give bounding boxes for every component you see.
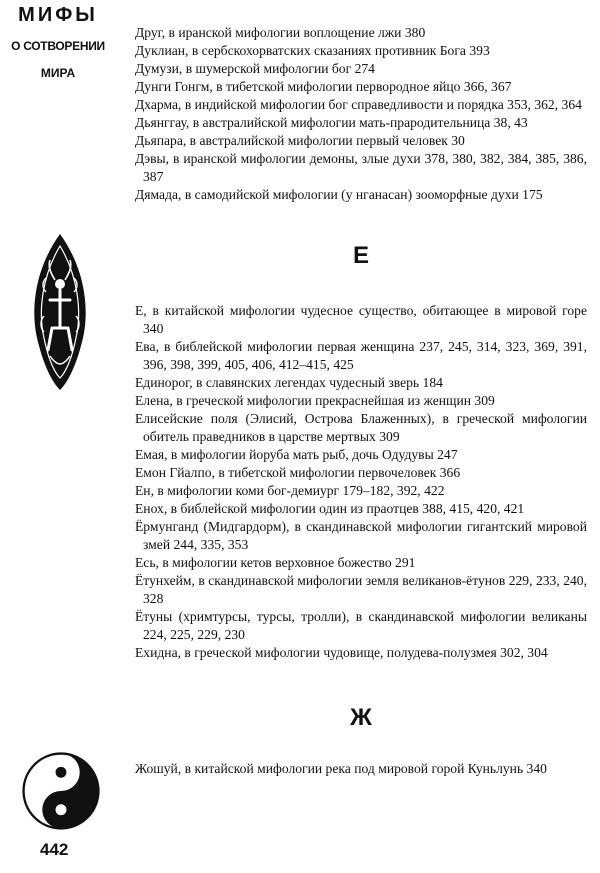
index-entry: Ётунхейм, в скандинавской мифологии земля великанов-ётунов 229, 233, 240, 328 xyxy=(135,573,587,606)
index-section-e xyxy=(135,302,587,662)
index-section-zh xyxy=(135,760,587,778)
section-heading-zh: Ж xyxy=(350,704,372,731)
index-entry: Дямада, в самодийской мифологии (у нганасан) зооморфные духи 175 xyxy=(135,187,543,202)
section-heading-e: Е xyxy=(352,242,369,269)
index-entry: Емая, в мифологии йоруба мать рыб, дочь Одудувы 247 xyxy=(135,447,458,462)
index-entry: Емон Гйалпо, в тибетской мифологии первочеловек 366 xyxy=(135,465,461,480)
index-entry: Единорог, в славянских легендах чудесный зверь 184 xyxy=(135,375,443,390)
index-entry: Дэвы, в иранской мифологии демоны, злые духи 378, 380, 382, 384, 385, 386, 387 xyxy=(135,151,587,184)
index-entry: Ен, в мифологии коми бог-демиург 179–182, 392, 422 xyxy=(135,483,445,498)
page-number: 442 xyxy=(40,840,69,859)
book-title-line-2: О СОТВОРЕНИИ xyxy=(11,39,105,53)
index-entry: Ёрмунганд (Мидгардорм), в скандинавской мифологии гигантский мировой змей 244, 335, 353 xyxy=(135,519,587,552)
index-entry: Елисейские поля (Элисий, Острова Блаженных), в греческой мифологии обитель праведников в царстве мертвых 309 xyxy=(135,411,587,444)
index-entry: Дьяпара, в австралийской мифологии первый человек 30 xyxy=(135,133,465,148)
sidebar xyxy=(0,0,122,873)
index-entry: Е, в китайской мифологии чудесное существо, обитающее в мировой горе 340 xyxy=(135,303,587,336)
book-title-line-1: МИФЫ xyxy=(18,4,98,26)
index-entry: Друг, в иранской мифологии воплощение лжи 380 xyxy=(135,25,426,40)
mythic-figure-ornament-icon xyxy=(28,232,92,392)
index-entry: Ехидна, в греческой мифологии чудовище, полудева-полузмея 302, 304 xyxy=(135,645,548,660)
index-entry: Жошуй, в китайской мифологии река под мировой горой Куньлунь 340 xyxy=(135,761,547,776)
index-entry: Дунги Гонгм, в тибетской мифологии первородное яйцо 366, 367 xyxy=(135,79,512,94)
index-entry: Енох, в библейской мифологии один из праотцев 388, 415, 420, 421 xyxy=(135,501,525,516)
index-entry: Дуклиан, в сербскохорватских сказаниях противник Бога 393 xyxy=(135,43,490,58)
index-entry: Ева, в библейской мифологии первая женщина 237, 245, 314, 323, 369, 391, 396, 398, 399, 405, 406, 412–415, 425 xyxy=(135,339,587,372)
index-entry: Есь, в мифологии кетов верховное божество 291 xyxy=(135,555,416,570)
index-content xyxy=(135,24,587,778)
index-entry: Дхарма, в индийской мифологии бог справедливости и порядка 353, 362, 364 xyxy=(135,97,582,112)
yin-yang-icon xyxy=(22,752,100,830)
index-entry: Думузи, в шумерской мифологии бог 274 xyxy=(135,61,375,76)
index-section-d xyxy=(135,24,587,204)
index-entry: Дьянггау, в австралийской мифологии мать-прародительница 38, 43 xyxy=(135,115,528,130)
index-entry: Ётуны (хримтурсы, турсы, тролли), в скандинавской мифологии великаны 224, 225, 229, 230 xyxy=(135,609,587,642)
book-title-line-3: МИРА xyxy=(40,66,76,80)
index-entry: Елена, в греческой мифологии прекраснейшая из женщин 309 xyxy=(135,393,495,408)
